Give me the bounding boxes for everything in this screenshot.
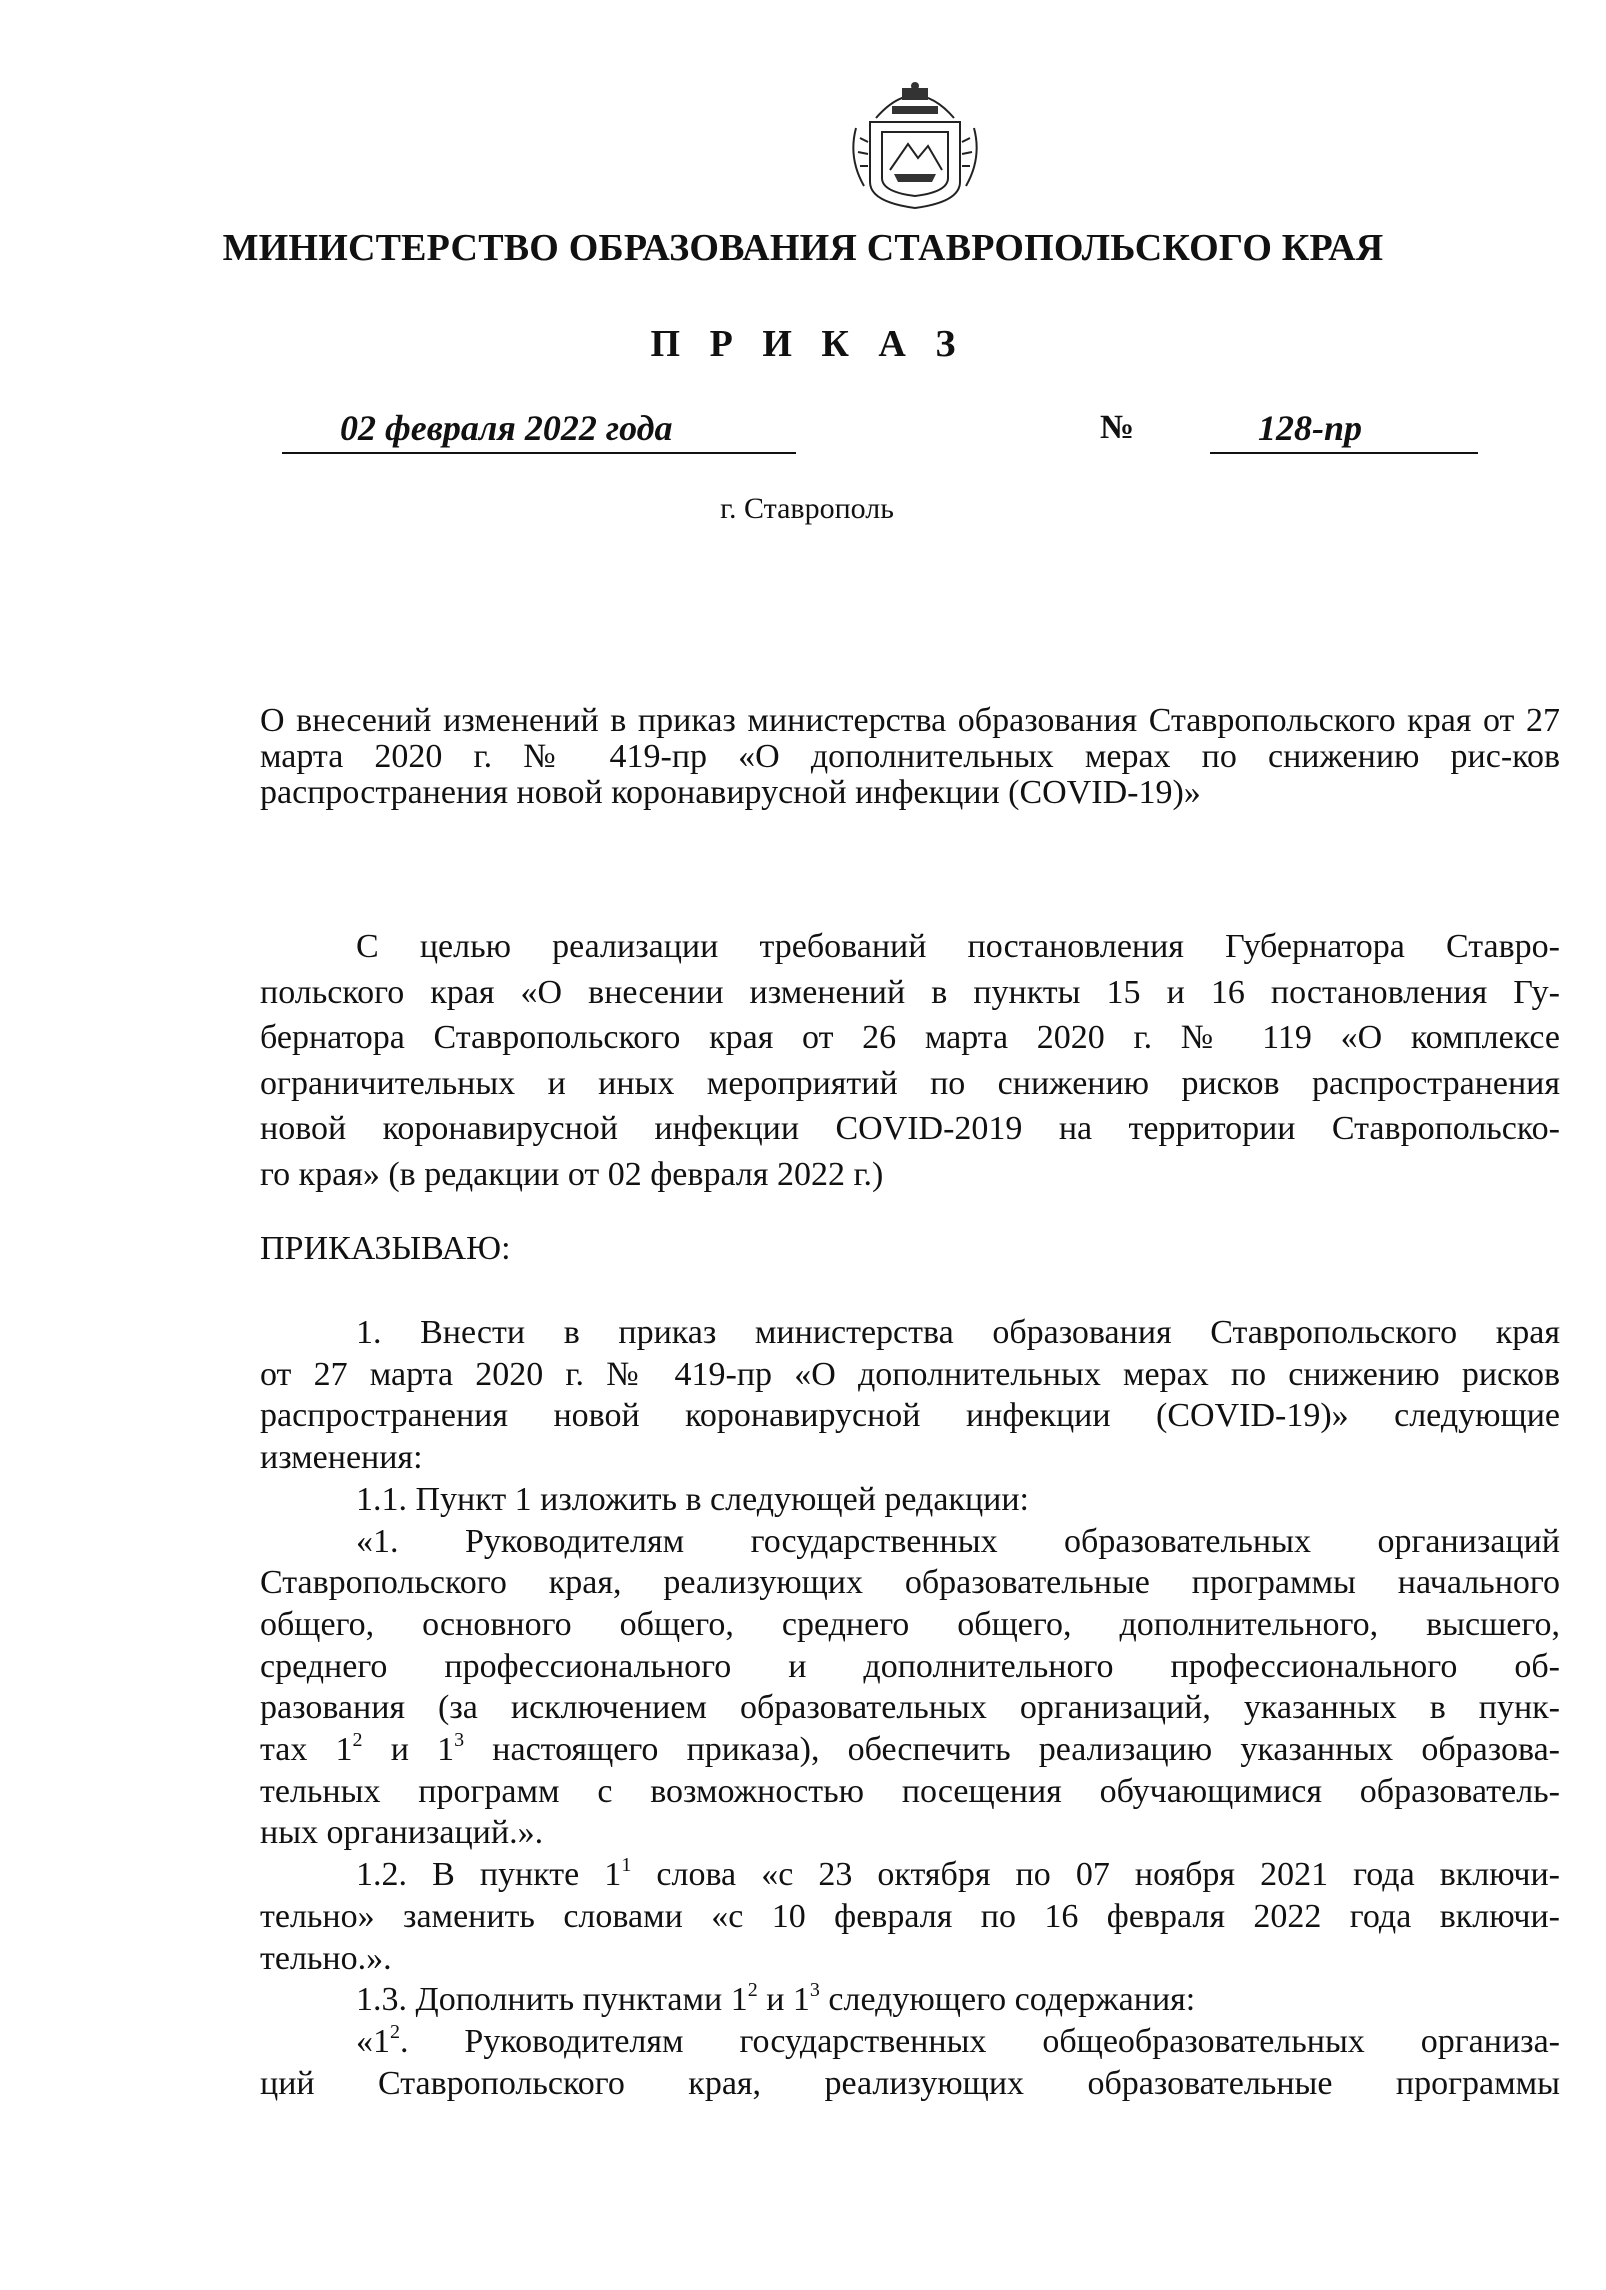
item-1-3-text-line [260,2021,1560,2063]
preamble [260,924,1560,1197]
superscript: 3 [454,1728,465,1751]
item-1-line: изменения: [260,1439,423,1477]
item-1-2-line [260,1854,1560,1896]
text-fragment: слова «с 23 октября по 07 ноября 2021 года включи- [631,1856,1561,1894]
text-fragment: и 1 [362,1731,455,1769]
document-subject: О внесений изменений в приказ министерства образования Ставропольского края от 27 марта 2020 г. № 419-пр «О дополнительных мерах по снижению рис-ков распространения новой коронавирусной инфекции (COVID-19)» [260,702,1560,811]
superscript: 3 [809,1978,820,2001]
item-1-1-text-line: общего, основного общего, среднего общего, дополнительного, высшего, [260,1605,1560,1643]
text-fragment: «1 [356,2022,390,2060]
text-fragment: следующего содержания: [819,1981,1196,2019]
item-1-1: 1.1. Пункт 1 изложить в следующей редакции: [356,1480,1029,1518]
text-fragment: 1.2. В пункте 1 [356,1856,622,1894]
item-1-line: 1. Внести в приказ министерства образования Ставропольского края [356,1314,1560,1351]
preamble-line: ограничительных и иных мероприятий по снижению рисков распространения [260,1064,1560,1102]
item-1-1-text-line: разования (за исключением образовательных организаций, указанных в пунк- [260,1689,1560,1727]
superscript: 2 [352,1728,363,1751]
item-1-1-text-line: «1. Руководителям государственных образовательных организаций [356,1522,1560,1560]
text-fragment: тах 1 [260,1731,353,1769]
number-sign: № [1100,409,1135,446]
document-city: г. Ставрополь [720,492,894,525]
item-1-1-text-line: тельных программ с возможностью посещения обучающимися образователь- [260,1772,1560,1810]
item-1-1-text-line [260,1729,1560,1771]
text-fragment: 1.3. Дополнить пунктами 1 [356,1981,748,2019]
text-fragment: настоящего приказа), обеспечить реализацию указанных образова- [464,1731,1560,1769]
document-number: 128-пр [1210,408,1478,454]
preamble-line: го края» (в редакции от 02 февраля 2022 г.) [260,1155,884,1193]
coat-of-arms-emblem [846,78,984,212]
item-1-1-text-line: ных организаций.». [260,1814,544,1852]
document-type: П Р И К А З [650,323,966,365]
preamble-line: С целью реализации требований постановления Губернатора Ставро- [356,928,1560,965]
text-fragment: . Руководителям государственных общеобразовательных организа- [400,2022,1560,2060]
text-fragment: и 1 [757,1981,810,2019]
item-1-3-text-line: ций Ставропольского края, реализующих образовательные программы [260,2064,1560,2102]
item-1-2-line: тельно.». [260,1939,392,1977]
preamble-line: бернатора Ставропольского края от 26 марта 2020 г. № 119 «О комплексе [260,1019,1560,1056]
preamble-line: новой коронавирусной инфекции COVID-2019 на территории Ставропольско- [260,1110,1560,1147]
order-word: ПРИКАЗЫВАЮ: [260,1230,511,1267]
item-1-1-text-line: среднего профессионального и дополнительного профессионального об- [260,1647,1560,1685]
order-items [260,1312,1560,2104]
document-date: 02 февраля 2022 года [282,408,796,454]
ministry-title: МИНИСТЕРСТВО ОБРАЗОВАНИЯ СТАВРОПОЛЬСКОГО КРАЯ [222,227,1384,269]
superscript: 2 [747,1978,758,2001]
item-1-3 [260,1979,1560,2021]
item-1-1-text-line: Ставропольского края, реализующих образовательные программы начального [260,1564,1560,1602]
item-1-line: распространения новой коронавирусной инфекции (COVID-19)» следующие [260,1397,1560,1435]
superscript: 1 [621,1853,632,1876]
item-1-2-line: тельно» заменить словами «с 10 февраля по 16 февраля 2022 года включи- [260,1897,1560,1935]
item-1-line: от 27 марта 2020 г. № 419-пр «О дополнительных мерах по снижению рисков [260,1355,1560,1393]
preamble-line: польского края «О внесении изменений в пункты 15 и 16 постановления Гу- [260,973,1560,1011]
superscript: 2 [390,2020,400,2043]
